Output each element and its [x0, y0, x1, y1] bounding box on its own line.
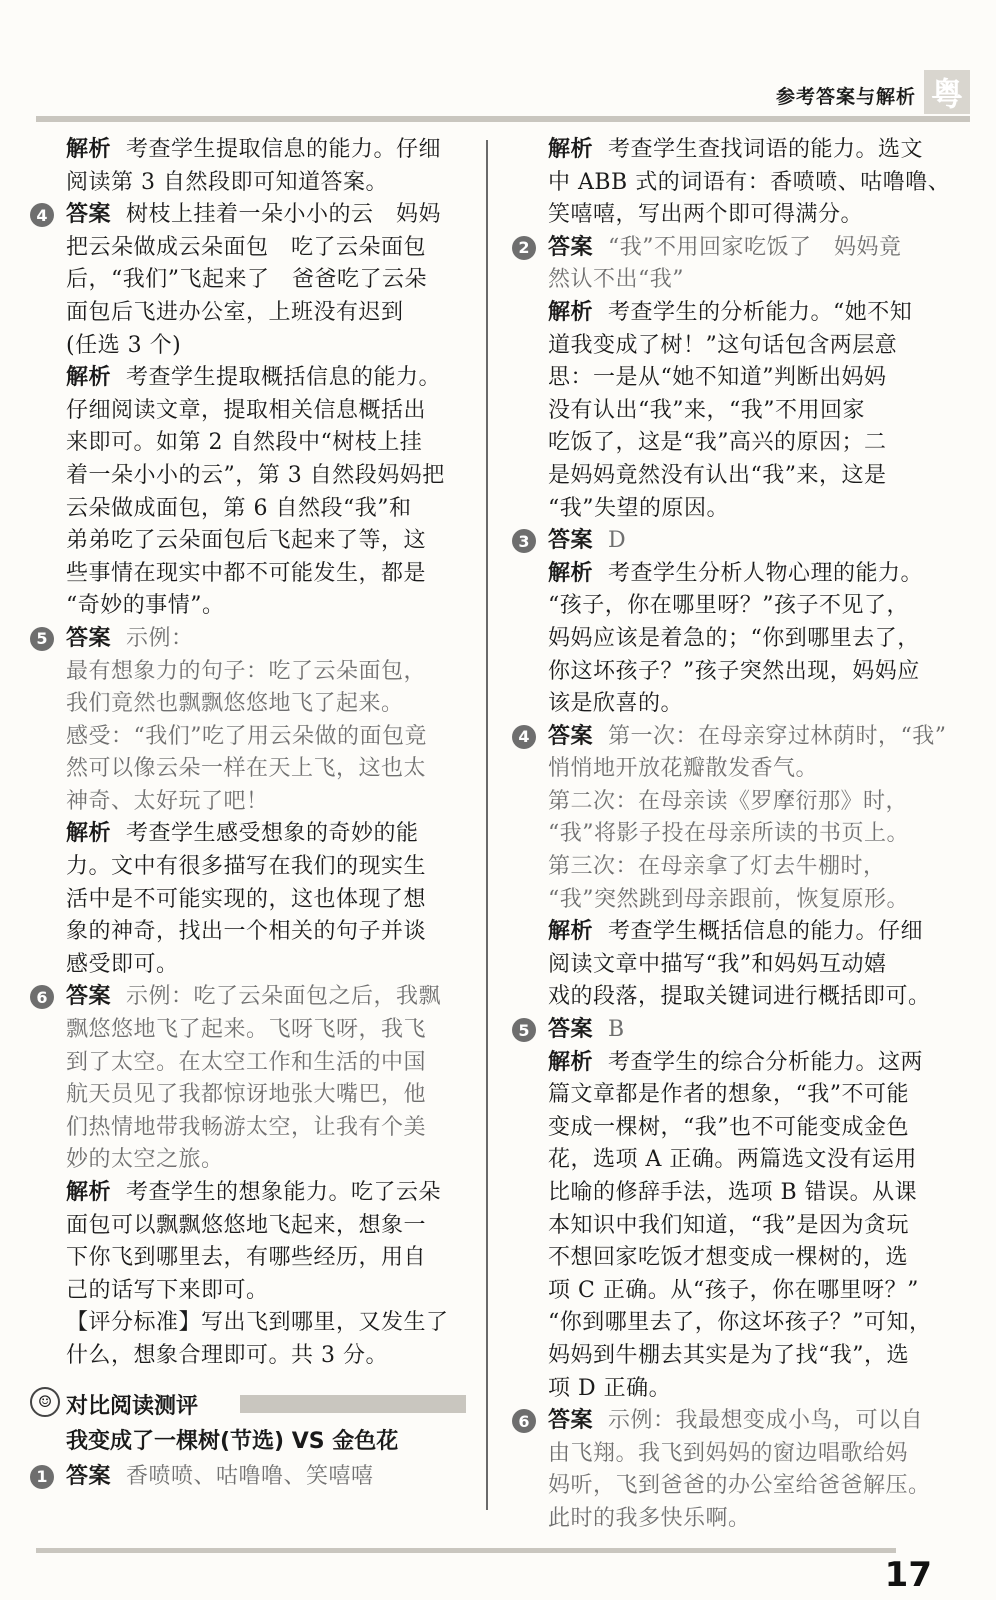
q4-number-badge: 4	[30, 203, 54, 227]
region-badge: 粤	[924, 70, 970, 114]
c6-item: 6 答案 示例：我最想变成小鸟，可以自 由飞翔。我飞到妈妈的窗边唱歌给妈 妈听，飞到爸爸的办公室给爸爸解压。 此时的我多快乐啊。	[512, 1405, 952, 1535]
c2-number-badge: 2	[512, 236, 536, 260]
page-header	[0, 0, 996, 118]
column-divider	[486, 140, 488, 1510]
c1-item: 1 答案 香喷喷、咕噜噜、笑嘻嘻	[30, 1461, 460, 1494]
c3-item: 3 答案 D 解析 考查学生分析人物心理的能力。 “孩子，你在哪里呀？”孩子不见了， 妈妈应该是着急的；“你到哪里去了， 你这坏孩子？”孩子突然出现，妈妈应 该是欣喜的。	[512, 525, 952, 721]
footer-rule	[36, 1548, 896, 1553]
section-header	[30, 1383, 460, 1423]
c3-number-badge: 3	[512, 529, 536, 553]
q6-item: 6 答案 示例：吃了云朵面包之后，我飘 飘悠悠地飞了起来。飞呀飞呀，我飞 到了太空。在太空工作和生活的中国 航天员见了我都惊讶地张大嘴巴，他 们热情地带我畅游太空，让我有个美 妙的太空之旅。 解析 考查学生的想象能力。吃了云朵 面包可以飘飘悠悠地飞起来，想象一 下你飞到哪里去，有哪些经历，用自 己的话写下来即可。 【评分标准】写出飞到哪里，又发生了 什么，想象合理即可。共 3 分。	[30, 981, 460, 1372]
c2-item: 2 答案 “我”不用回家吃饭了 妈妈竟 然认不出“我” 解析 考查学生的分析能力。“她不知 道我变成了树！”这句话包含两层意 思：一是从“她不知道”判断出妈妈 没有认出“我”来，“我”不用回家 吃饭了，这是“我”高兴的原因；二 是妈妈竟然没有认出“我”来，这是 “我”失望的原因。	[512, 232, 952, 525]
c6-number-badge: 6	[512, 1409, 536, 1433]
q6-number-badge: 6	[30, 985, 54, 1009]
c4-number-badge: 4	[512, 725, 536, 749]
right-column	[512, 134, 952, 1536]
c5-item: 5 答案 B 解析 考查学生的综合分析能力。这两 篇文章都是作者的想象，“我”不可能 变成一棵树，“我”也不可能变成金色 花，选项 A 正确。两篇选文没有运用 比喻的修辞手法，选项 B 错误。从课 本知识中我们知道，“我”是因为贪玩 不想回家吃饭才想变成一棵树的，选 项 C 正确。从“孩子，你在哪里呀？” “你到哪里去了，你这坏孩子？”可知， 妈妈到牛棚去其实是为了找“我”，选 项 D 正确。	[512, 1014, 952, 1405]
section-subtitle: 我变成了一棵树(节选) VS 金色花	[66, 1428, 399, 1454]
q5-number-badge: 5	[30, 627, 54, 651]
reader-face-icon: ☺	[30, 1387, 60, 1417]
q3-analysis: 解析 考查学生提取信息的能力。仔细 阅读第 3 自然段即可知道答案。	[66, 137, 442, 195]
page-number: 17	[884, 1555, 932, 1595]
section-title: 对比阅读测评	[66, 1393, 199, 1419]
left-column	[30, 134, 460, 1493]
section-bar	[240, 1395, 466, 1413]
answer-label: 答案	[66, 202, 112, 228]
scoring-standard: 【评分标准】写出飞到哪里，又发生了	[66, 1310, 449, 1336]
q5-item: 5 答案 示例： 最有想象力的句子：吃了云朵面包， 我们竟然也飘飘悠悠地飞了起来。 感受：“我们”吃了用云朵做的面包竟 然可以像云朵一样在天上飞，这也太 神奇、太好玩了吧！ 解析 考查学生感受想象的奇妙的能 力。文中有很多描写在我们的现实生 活中是不可能实现的，这也体现了想 象的神奇，找出一个相关的句子并谈 感受即可。	[30, 623, 460, 982]
header-rule	[36, 116, 970, 122]
c5-number-badge: 5	[512, 1018, 536, 1042]
header-title: 参考答案与解析	[775, 86, 916, 108]
c1-number-badge: 1	[30, 1465, 54, 1489]
analysis-label: 解析	[66, 137, 112, 162]
c4-item: 4 答案 第一次：在母亲穿过林荫时，“我” 悄悄地开放花瓣散发香气。 第二次：在母亲读《罗摩衍那》时， “我”将影子投在母亲所读的书页上。 第三次：在母亲拿了灯去牛棚时， “我”突然跳到母亲跟前，恢复原形。 解析 考查学生概括信息的能力。仔细 阅读文章中描写“我”和妈妈互动嬉 戏的段落，提取关键词进行概括即可。	[512, 721, 952, 1014]
c1-analysis: 解析 考查学生查找词语的能力。选文 中 ABB 式的词语有：香喷喷、咕噜噜、 笑嘻嘻，写出两个即可得满分。	[548, 137, 951, 228]
q4-item: 4 答案 树枝上挂着一朵小小的云 妈妈 把云朵做成云朵面包 吃了云朵面包 后，“我们”飞起来了 爸爸吃了云朵 面包后飞进办公室，上班没有迟到 (任选 3 个) 解析 考查学生提取概括信息的能力。 仔细阅读文章，提取相关信息概括出 来即可。如第 2 自然段中“树枝上挂 着一朵小小的云”，第 3 自然段妈妈把 云朵做成面包，第 6 自然段“我”和 弟弟吃了云朵面包后飞起来了等，这 些事情在现实中都不可能发生，都是 “奇妙的事情”。	[30, 199, 460, 623]
